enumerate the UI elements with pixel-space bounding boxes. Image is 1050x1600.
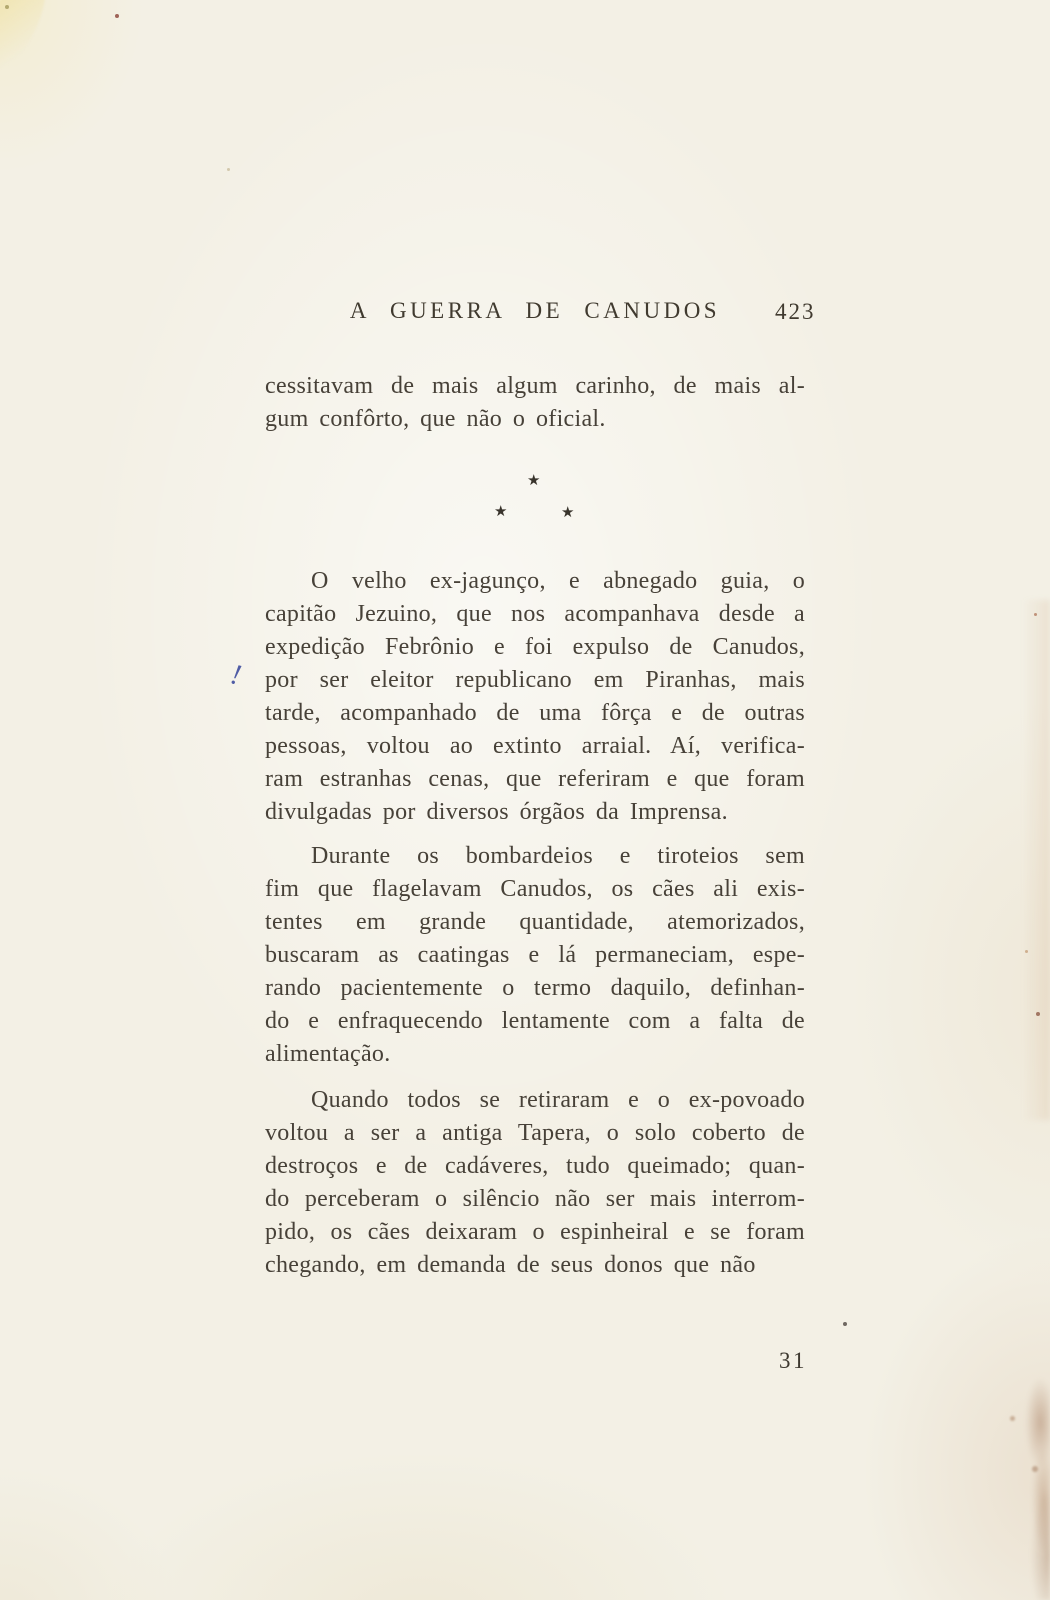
asterisk-icon: ★ — [494, 504, 508, 520]
running-head — [265, 298, 805, 327]
text-line: pessoas, voltou ao extinto arraial. Aí, verifica- — [265, 733, 805, 759]
text-line: rando pacientemente o termo daquilo, definhan- — [265, 975, 805, 1001]
text-line: chegando, em demanda de seus donos que não — [265, 1252, 756, 1278]
scan-speck — [5, 5, 9, 9]
text-line: pido, os cães deixaram o espinheiral e se foram — [265, 1219, 805, 1245]
scan-foxing-bottom-right — [986, 1378, 1050, 1600]
paragraph-3 — [265, 840, 805, 1071]
page-title: A GUERRA DE CANUDOS — [349, 298, 721, 323]
scan-speck — [115, 14, 119, 18]
text-line: ram estranhas cenas, que referiram e que foram — [265, 766, 805, 792]
text-line: buscaram as caatingas e lá permaneciam, espe- — [265, 942, 805, 968]
scan-speck — [227, 168, 230, 171]
scan-speck — [1010, 1416, 1015, 1421]
text-line: destroços e de cadáveres, tudo queimado; quan- — [265, 1153, 805, 1179]
scan-speck — [1036, 1012, 1040, 1016]
text-line: tentes em grande quantidade, atemorizados, — [265, 909, 805, 935]
scan-stain-corner — [0, 0, 59, 108]
margin-annotation: ! — [227, 658, 245, 692]
scan-speck — [1034, 613, 1037, 616]
text-line: por ser eleitor republicano em Piranhas, mais — [265, 667, 805, 693]
asterisk-icon: ★ — [527, 473, 541, 489]
text-line: O velho ex-jagunço, e abnegado guia, o — [311, 568, 805, 594]
text-line: fim que flagelavam Canudos, os cães ali exis- — [265, 876, 805, 902]
text-line: alimentação. — [265, 1041, 391, 1067]
paragraph-4 — [265, 1084, 805, 1282]
scan-speck — [843, 1322, 847, 1326]
text-line: Quando todos se retiraram e o ex-povoado — [311, 1087, 805, 1113]
text-line: do e enfraquecendo lentamente com a falta de — [265, 1008, 805, 1034]
text-line: voltou a ser a antiga Tapera, o solo coberto de — [265, 1120, 805, 1146]
asterisk-icon: ★ — [561, 505, 575, 521]
scan-speck — [1025, 950, 1028, 953]
text-line: do perceberam o silêncio não ser mais interrom- — [265, 1186, 805, 1212]
text-line: expedição Febrônio e foi expulso de Canudos, — [265, 634, 805, 660]
paragraph-1 — [265, 370, 805, 436]
paragraph-2 — [265, 565, 805, 829]
text-line: cessitavam de mais algum carinho, de mais al- — [265, 373, 805, 399]
footer-page-number: 31 — [779, 1348, 807, 1373]
text-line: tarde, acompanhado de uma fôrça e de outras — [265, 700, 805, 726]
scan-foxing-right-edge — [1016, 600, 1050, 1120]
text-line: Durante os bombardeios e tiroteios sem — [311, 843, 805, 869]
text-line: capitão Jezuino, que nos acompanhava desde a — [265, 601, 805, 627]
text-line: gum confôrto, que não o oficial. — [265, 406, 606, 432]
header-page-number: 423 — [775, 299, 816, 324]
scan-speck — [1032, 1466, 1038, 1472]
text-line: divulgadas por diversos órgãos da Imprensa. — [265, 799, 728, 825]
